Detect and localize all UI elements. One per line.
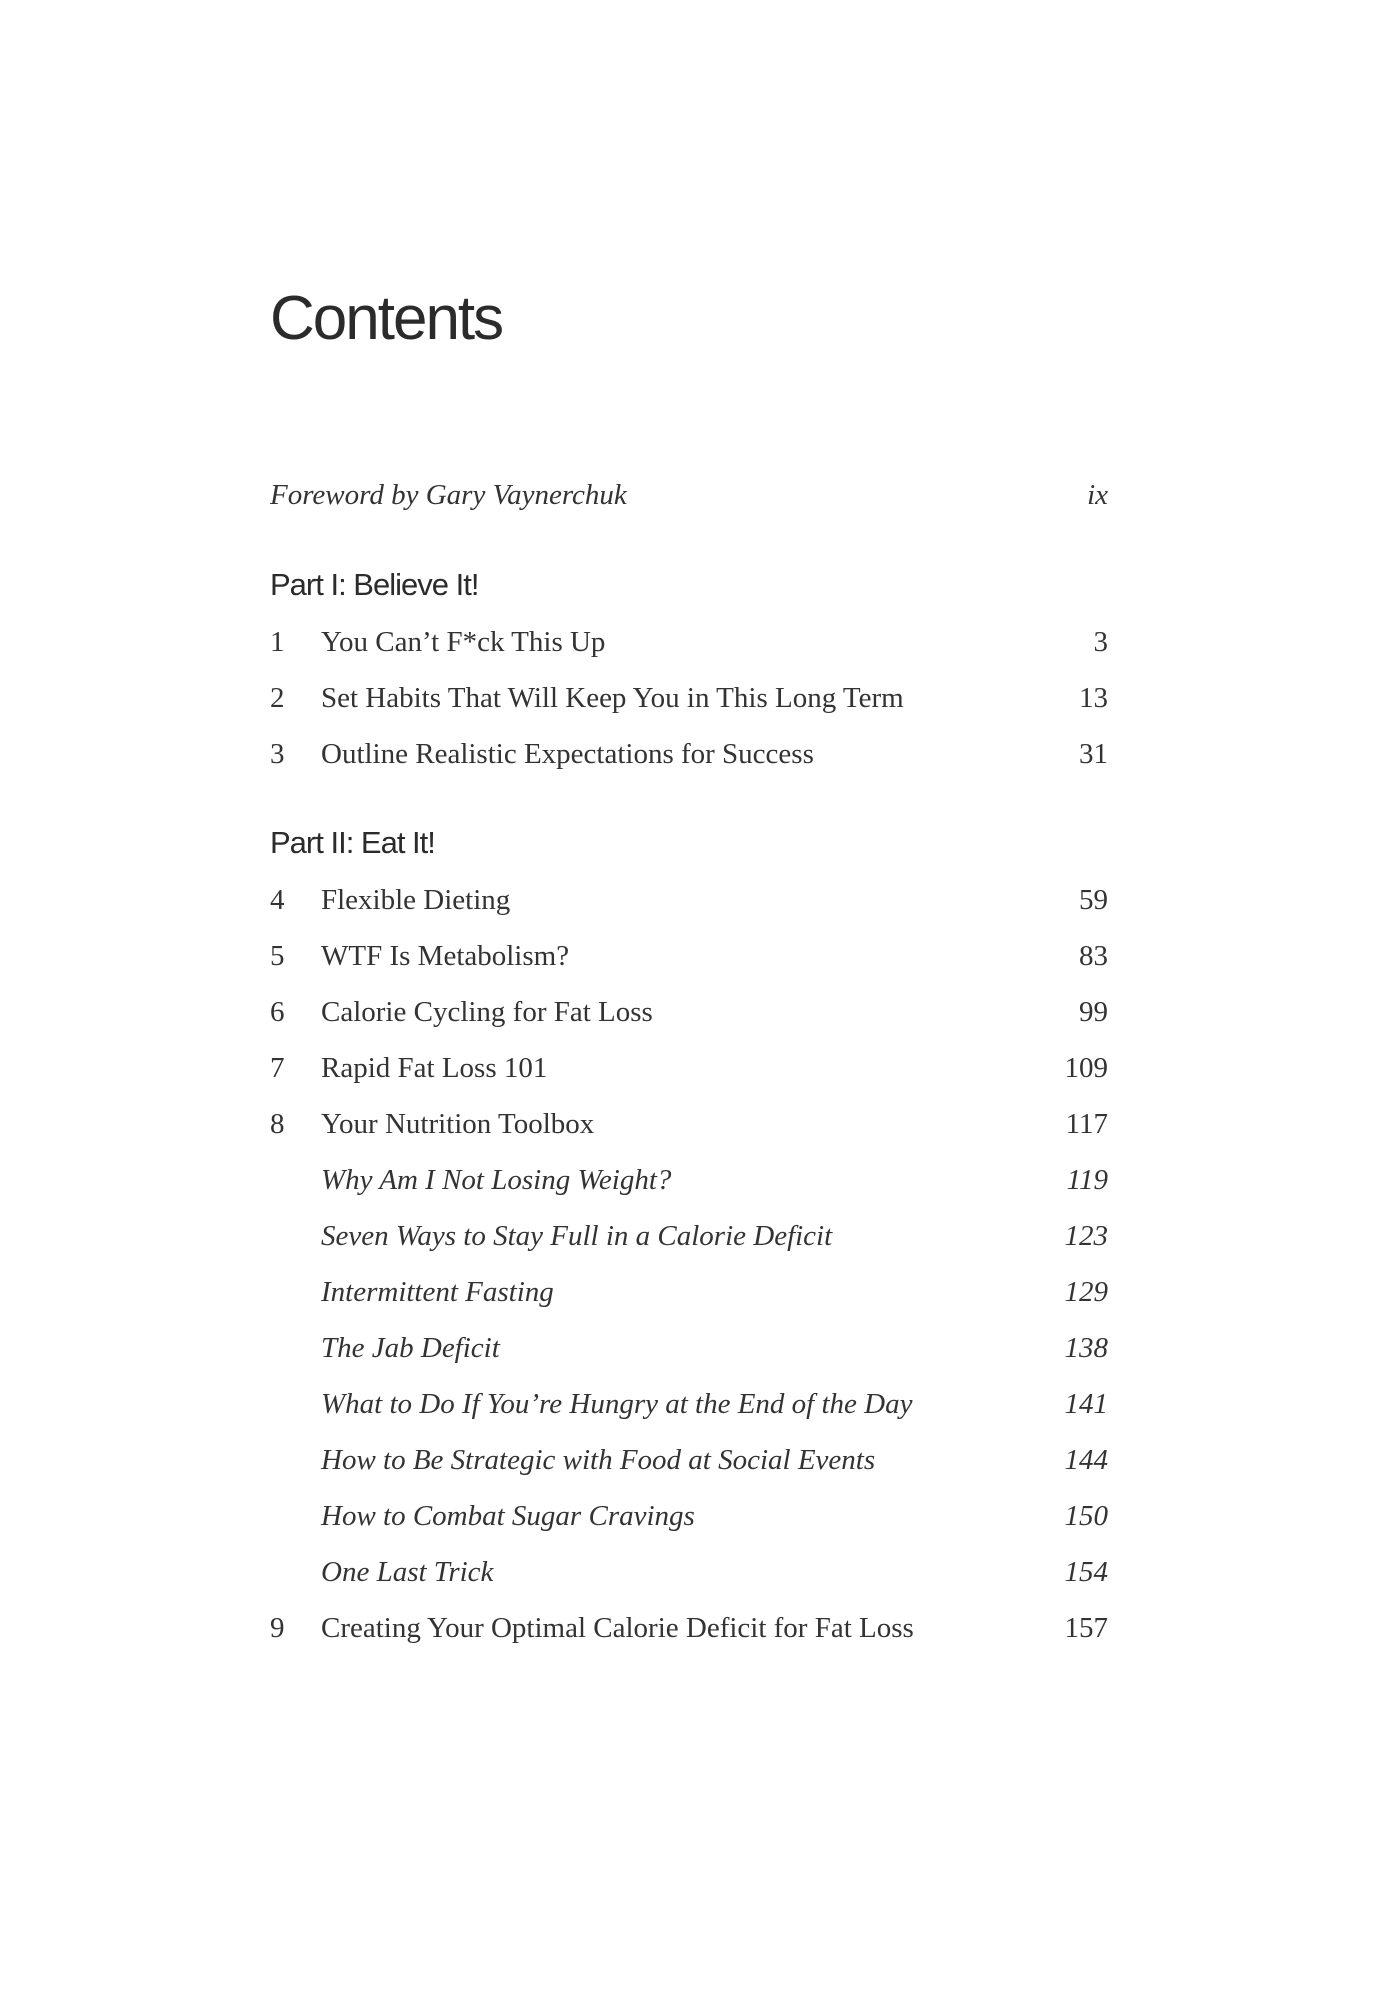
toc-entry-chapter[interactable] <box>270 936 1108 976</box>
toc-entry-page: 99 <box>1079 996 1108 1028</box>
toc-entry-foreword[interactable] <box>270 475 1108 515</box>
toc-entry-label: Set Habits That Will Keep You in This Long Term <box>321 682 904 714</box>
toc-entry-subsection[interactable] <box>270 1496 1108 1536</box>
toc-entry-page: 154 <box>1064 1556 1108 1588</box>
toc-entry-subsection[interactable] <box>270 1552 1108 1592</box>
chapter-number: 2 <box>270 682 285 714</box>
toc-entry-page: 13 <box>1079 682 1108 714</box>
toc-entry-subsection[interactable] <box>270 1384 1108 1424</box>
toc-entry-chapter[interactable] <box>270 1048 1108 1088</box>
chapter-number: 1 <box>270 626 285 658</box>
toc-entry-chapter[interactable] <box>270 992 1108 1032</box>
chapter-number: 6 <box>270 996 285 1028</box>
chapter-number: 5 <box>270 940 285 972</box>
chapter-number: 7 <box>270 1052 285 1084</box>
toc-entry-chapter[interactable] <box>270 734 1108 774</box>
chapter-number: 9 <box>270 1612 285 1644</box>
toc-entry-label: How to Be Strategic with Food at Social Events <box>321 1444 876 1476</box>
toc-entry-label: One Last Trick <box>321 1556 494 1588</box>
toc-entry-page: 109 <box>1064 1052 1108 1084</box>
toc-entry-subsection[interactable] <box>270 1160 1108 1200</box>
toc-entry-page: 144 <box>1064 1444 1108 1476</box>
toc-entry-label: Intermittent Fasting <box>321 1276 554 1308</box>
toc-entry-chapter[interactable] <box>270 880 1108 920</box>
toc-entry-page: 123 <box>1064 1220 1108 1252</box>
toc-entry-chapter[interactable] <box>270 678 1108 718</box>
toc-entry-page: 31 <box>1079 738 1108 770</box>
toc-entry-label: Your Nutrition Toolbox <box>321 1108 595 1140</box>
toc-entry-label: Rapid Fat Loss 101 <box>321 1052 548 1084</box>
toc-entry-page: 141 <box>1064 1388 1108 1420</box>
chapter-number: 3 <box>270 738 285 770</box>
toc-entry-chapter[interactable] <box>270 622 1108 662</box>
toc-entry-subsection[interactable] <box>270 1272 1108 1312</box>
part-heading-1: Part I: Believe It! <box>270 567 479 602</box>
toc-entry-label: What to Do If You’re Hungry at the End of the Day <box>321 1388 913 1420</box>
toc-entry-label: Creating Your Optimal Calorie Deficit for Fat Loss <box>321 1612 914 1644</box>
toc-entry-chapter[interactable] <box>270 1608 1108 1648</box>
toc-entry-label: Foreword by Gary Vaynerchuk <box>270 479 627 511</box>
chapter-number: 4 <box>270 884 285 916</box>
toc-entry-subsection[interactable] <box>270 1328 1108 1368</box>
toc-entry-page: 138 <box>1064 1332 1108 1364</box>
toc-entry-label: Why Am I Not Losing Weight? <box>321 1164 672 1196</box>
toc-entry-page: 119 <box>1066 1164 1108 1196</box>
toc-entry-subsection[interactable] <box>270 1440 1108 1480</box>
toc-entry-page: 150 <box>1064 1500 1108 1532</box>
toc-entry-label: How to Combat Sugar Cravings <box>321 1500 695 1532</box>
chapter-number: 8 <box>270 1108 285 1140</box>
toc-entry-label: You Can’t F*ck This Up <box>321 626 606 658</box>
page-title: Contents <box>270 284 503 353</box>
toc-entry-label: The Jab Deficit <box>321 1332 500 1364</box>
toc-entry-page: 83 <box>1079 940 1108 972</box>
part-heading-2: Part II: Eat It! <box>270 825 435 860</box>
toc-entry-page: 59 <box>1079 884 1108 916</box>
toc-entry-label: Seven Ways to Stay Full in a Calorie Deficit <box>321 1220 833 1252</box>
toc-entry-label: WTF Is Metabolism? <box>321 940 570 972</box>
toc-entry-page: 129 <box>1064 1276 1108 1308</box>
toc-entry-subsection[interactable] <box>270 1216 1108 1256</box>
toc-entry-page: 157 <box>1064 1612 1108 1644</box>
toc-entry-label: Calorie Cycling for Fat Loss <box>321 996 653 1028</box>
toc-entry-page: 3 <box>1093 626 1108 658</box>
toc-entry-page: 117 <box>1065 1108 1108 1140</box>
toc-entry-label: Outline Realistic Expectations for Success <box>321 738 814 770</box>
toc-entry-page: ix <box>1087 479 1108 511</box>
toc-entry-chapter[interactable] <box>270 1104 1108 1144</box>
toc-entry-label: Flexible Dieting <box>321 884 511 916</box>
